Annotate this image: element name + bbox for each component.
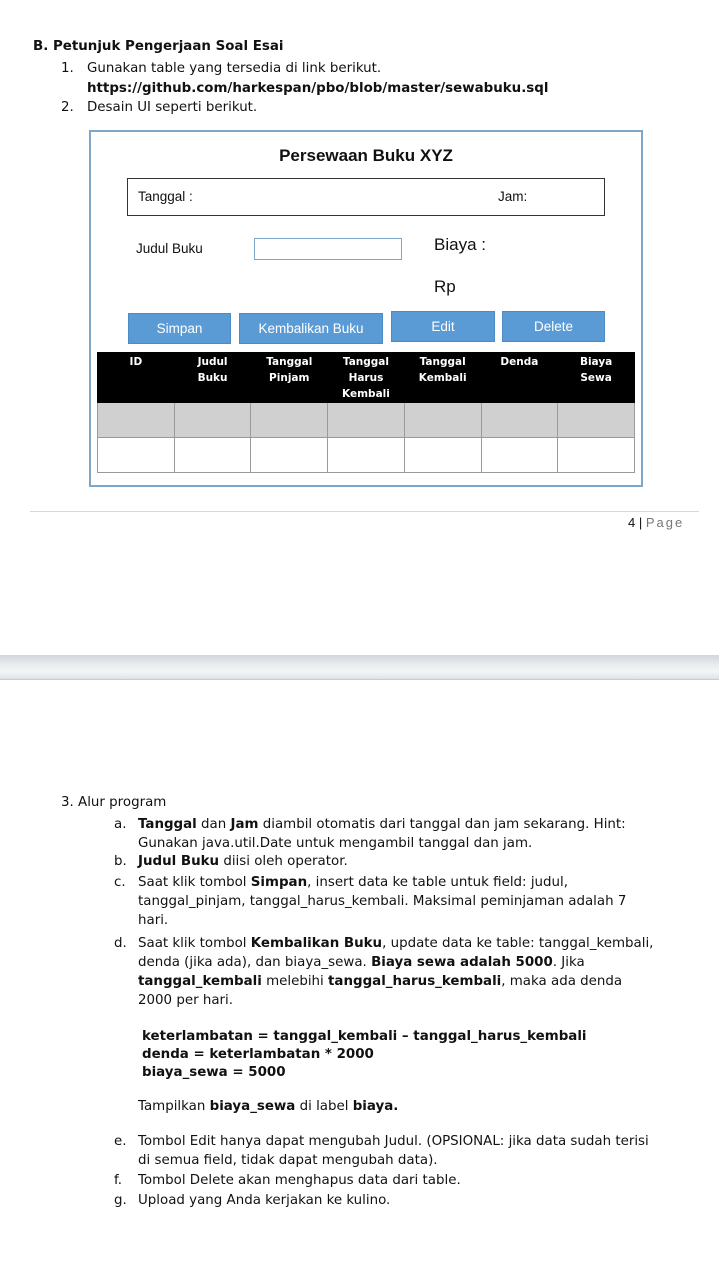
mockup-title: Persewaan Buku XYZ <box>279 146 453 165</box>
marker-b: b. <box>114 854 127 869</box>
header-id: ID <box>98 353 175 403</box>
item-2-text: Desain UI seperti berikut. <box>87 100 258 115</box>
biaya-label: Biaya : <box>434 235 486 254</box>
item-c-line1: Saat klik tombol Simpan, insert data ke table untuk field: judul, <box>138 875 568 890</box>
date-time-panel <box>127 178 605 216</box>
item-d-line1: Saat klik tombol Kembalikan Buku, update data ke table: tanggal_kembali, <box>138 936 654 951</box>
formula-denda: denda = keterlambatan * 2000 <box>142 1047 374 1062</box>
item-2-number: 2. <box>61 100 74 115</box>
judul-buku-input[interactable] <box>254 238 402 260</box>
page-break-divider <box>0 655 719 680</box>
item-1-text: Gunakan table yang tersedia di link berikut. <box>87 61 382 76</box>
formula-biaya-sewa: biaya_sewa = 5000 <box>142 1065 286 1080</box>
marker-c: c. <box>114 875 126 890</box>
header-tanggal-harus-kembali: Tanggal Harus Kembali <box>328 353 405 403</box>
marker-a: a. <box>114 817 127 832</box>
jam-label: Jam: <box>498 189 528 204</box>
tampilkan-line: Tampilkan biaya_sewa di label biaya. <box>138 1099 399 1114</box>
rp-label: Rp <box>434 277 456 296</box>
item-c-line3: hari. <box>138 913 169 928</box>
delete-button[interactable]: Delete <box>502 311 605 342</box>
marker-g: g. <box>114 1193 127 1208</box>
table-row[interactable] <box>98 438 635 473</box>
item-b-line1: Judul Buku diisi oleh operator. <box>138 854 348 869</box>
edit-button[interactable]: Edit <box>391 311 495 342</box>
judul-buku-label: Judul Buku <box>136 241 203 256</box>
item-d-line4: 2000 per hari. <box>138 993 234 1008</box>
item-a-line1: Tanggal dan Jam diambil otomatis dari tanggal dan jam sekarang. Hint: <box>138 817 626 832</box>
header-denda: Denda <box>481 353 558 403</box>
header-biaya-sewa: Biaya Sewa <box>558 353 635 403</box>
header-tanggal-kembali: Tanggal Kembali <box>404 353 481 403</box>
item-f-line1: Tombol Delete akan menghapus data dari table. <box>138 1173 461 1188</box>
marker-f: f. <box>114 1173 122 1188</box>
table-row[interactable] <box>98 403 635 438</box>
footer-rule <box>30 511 699 512</box>
item-e-line2: di semua field, tidak dapat mengubah data). <box>138 1153 438 1168</box>
item-d-line3: tanggal_kembali melebihi tanggal_harus_kembali, maka ada denda <box>138 974 623 989</box>
ui-mockup-frame <box>89 130 643 487</box>
marker-e: e. <box>114 1134 127 1149</box>
simpan-button[interactable]: Simpan <box>128 313 231 344</box>
header-judul-buku: Judul Buku <box>174 353 251 403</box>
alur-heading: 3. Alur program <box>61 795 167 810</box>
tanggal-label: Tanggal : <box>138 189 193 204</box>
item-c-line2: tanggal_pinjam, tanggal_harus_kembali. Maksimal peminjaman adalah 7 <box>138 894 627 909</box>
rental-table <box>97 352 635 473</box>
table-header-row <box>98 353 635 403</box>
header-tanggal-pinjam: Tanggal Pinjam <box>251 353 328 403</box>
formula-keterlambatan: keterlambatan = tanggal_kembali – tanggal_harus_kembali <box>142 1029 587 1044</box>
item-e-line1: Tombol Edit hanya dapat mengubah Judul. (OPSIONAL: jika data sudah terisi <box>138 1134 649 1149</box>
item-1-number: 1. <box>61 61 74 76</box>
item-d-line2: denda (jika ada), dan biaya_sewa. Biaya sewa adalah 5000. Jika <box>138 955 585 970</box>
sql-link[interactable]: https://github.com/harkespan/pbo/blob/master/sewabuku.sql <box>87 81 549 96</box>
item-a-line2: Gunakan java.util.Date untuk mengambil tanggal dan jam. <box>138 836 533 851</box>
marker-d: d. <box>114 936 127 951</box>
kembalikan-buku-button[interactable]: Kembalikan Buku <box>239 313 383 344</box>
section-heading: B. Petunjuk Pengerjaan Soal Esai <box>33 39 284 54</box>
item-g-line1: Upload yang Anda kerjakan ke kulino. <box>138 1193 391 1208</box>
page-number: 4 | Page <box>628 515 685 530</box>
